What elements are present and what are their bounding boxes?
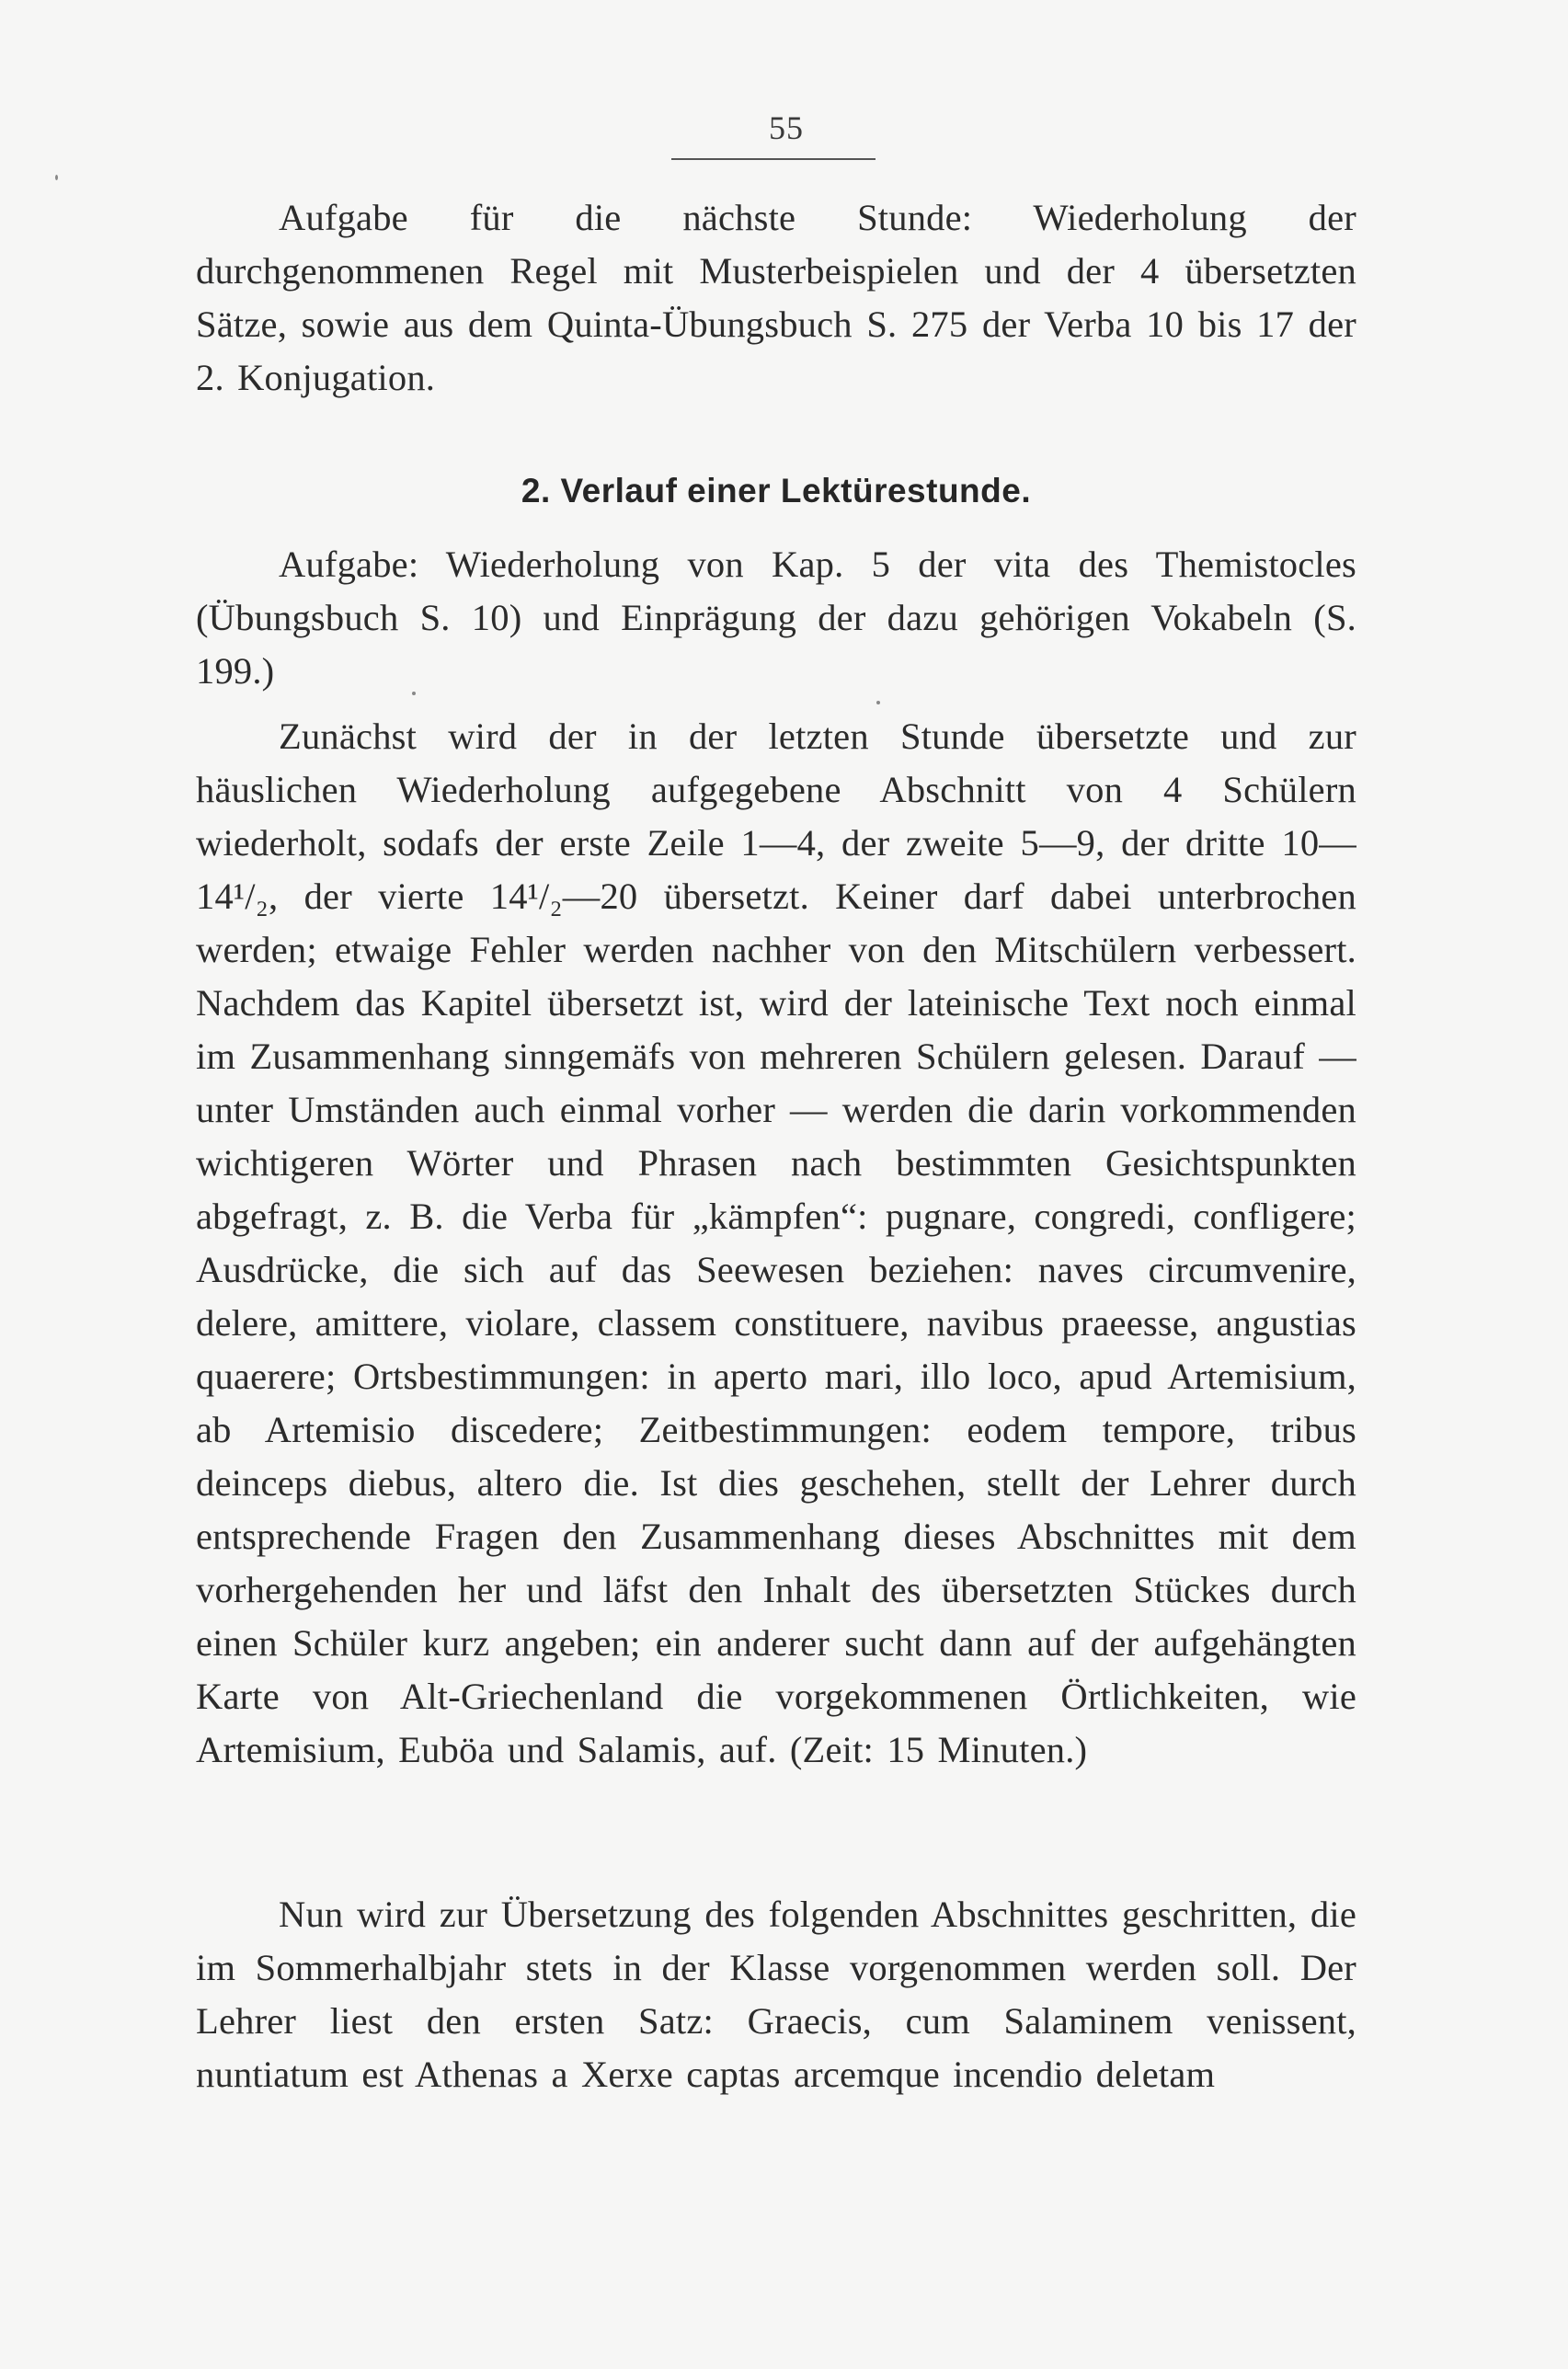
section-heading: 2. Verlauf einer Lektürestunde.	[521, 472, 1032, 509]
page-number-rule	[671, 158, 876, 160]
print-speck	[876, 701, 880, 704]
paragraph-text: Aufgabe: Wiederholung von Kap. 5 der vita des Themistocles (Übungsbuch S. 10) und Einprägung der dazu gehörigen Vokabeln (S. 199.)	[196, 544, 1356, 692]
paragraph-text: Nun wird zur Übersetzung des folgenden Abschnittes geschritten, die im Sommerhalbjahr stets in der Klasse vorgenommen werden soll. Der Lehrer liest den ersten Satz: Graecis, cum Salaminem venissent, nuntiatum est Athenas a Xerxe captas arcemque incendio deletam	[196, 1894, 1356, 2095]
paragraph-homework-assignment	[196, 191, 1356, 405]
print-speck	[55, 175, 58, 180]
paragraph-lesson-assignment	[196, 538, 1356, 698]
section-heading-container	[196, 472, 1356, 510]
paragraph-translation-step	[196, 1888, 1356, 2101]
paragraph-text: Aufgabe für die nächste Stunde: Wiederholung der durchgenommenen Regel mit Musterbeispielen und der 4 übersetzten Sätze, sowie aus dem Quinta-Übungsbuch S. 275 der Verba 10 bis 17 der 2. Konjugation.	[196, 197, 1356, 398]
page-number: 55	[769, 109, 804, 146]
paragraph-lesson-procedure	[196, 710, 1356, 1777]
paragraph-text: Zunächst wird der in der letzten Stunde übersetzte und zur häuslichen Wiederholung aufgegebene Abschnitt von 4 Schülern wiederholt, sodafs der erste Zeile 1—4, der zweite 5—9, der dritte 10—14¹/₂, der vierte 14¹/₂—20 übersetzt. Keiner darf dabei unterbrochen werden; etwaige Fehler werden nachher von den Mitschülern verbessert. Nachdem das Kapitel übersetzt ist, wird der lateinische Text noch einmal im Zusammenhang sinngemäfs von mehreren Schülern gelesen. Darauf — unter Umständen auch einmal vorher — werden die darin vorkommenden wichtigeren Wörter und Phrasen nach bestimmten Gesichtspunkten abgefragt, z. B. die Verba für „kämpfen“: pugnare, congredi, confligere; Ausdrücke, die sich auf das Seewesen beziehen: naves circumvenire, delere, amittere, violare, classem constituere, navibus praeesse, angustias quaerere; Ortsbestimmungen: in aperto mari, illo loco, apud Artemisium, ab Artemisio discedere; Zeitbestimmungen: eodem tempore, tribus deinceps diebus, altero die. Ist dies geschehen, stellt der Lehrer durch entsprechende Fragen den Zusammenhang dieses Abschnittes mit dem vorhergehenden her und läfst den Inhalt des übersetzten Stückes durch einen Schüler kurz angeben; ein anderer sucht dann auf der aufgehängten Karte von Alt-Griechenland die vorgekommenen Örtlichkeiten, wie Artemisium, Euböa und Salamis, auf. (Zeit: 15 Minuten.)	[196, 715, 1356, 1770]
print-speck	[412, 692, 416, 695]
